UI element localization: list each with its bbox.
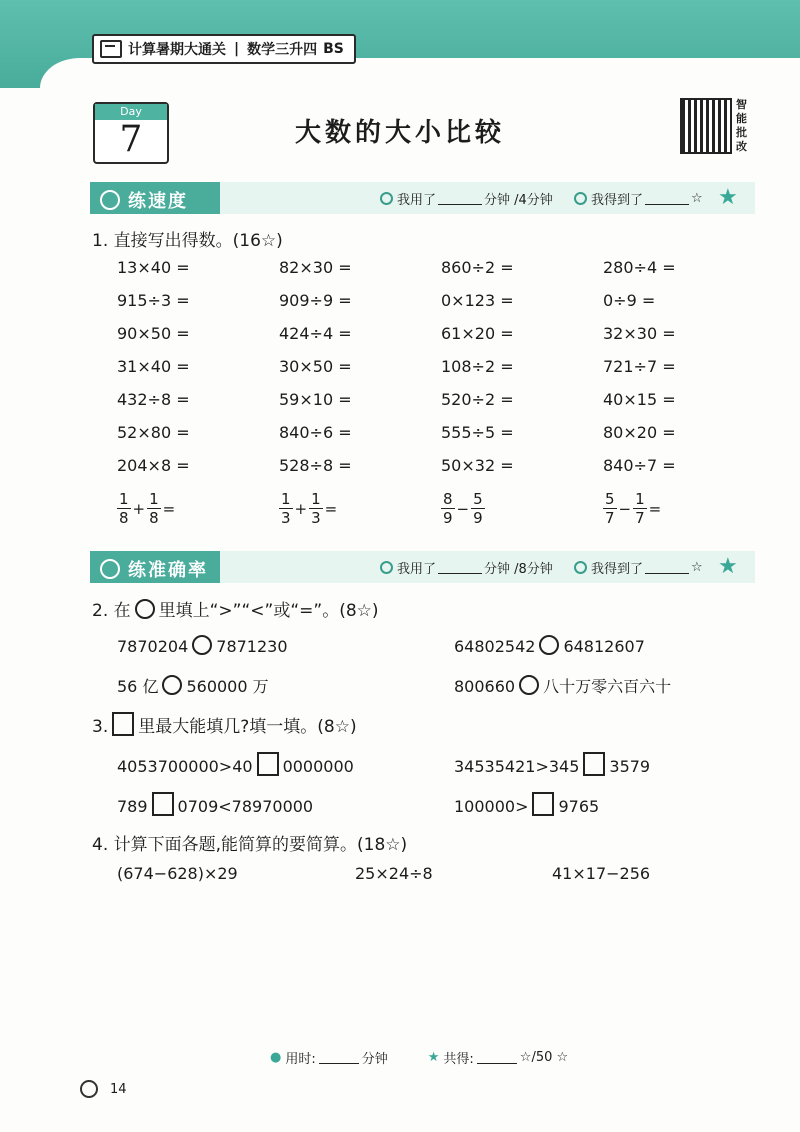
section-speed-bar <box>90 182 755 214</box>
q1-cell: 860÷2 = <box>441 258 514 277</box>
q4-item: 25×24÷8 <box>355 864 433 883</box>
q1-cell: 0÷9 = <box>603 291 656 310</box>
q1-cell: 13×40 = <box>117 258 190 277</box>
section-speed-title: 练速度 <box>100 187 188 213</box>
q1-cell: 840÷6 = <box>279 423 352 442</box>
compare-circle[interactable] <box>162 675 182 695</box>
q1-cell: 0×123 = <box>441 291 514 310</box>
star-icon: ★ <box>718 185 738 210</box>
q3-item: 4053700000>40 0000000 <box>117 752 354 776</box>
q1-cell: 909÷9 = <box>279 291 352 310</box>
book-title: 计算暑期大通关 <box>128 42 226 58</box>
compare-circle[interactable] <box>519 675 539 695</box>
q1-fraction: $\frac{8}{9}$ − $\frac{5}{9}$ <box>443 490 483 527</box>
page-title: 大数的大小比较 <box>294 118 505 148</box>
total-score-blank[interactable] <box>477 1051 517 1064</box>
edition-label: BS <box>323 41 344 57</box>
time-blank[interactable] <box>438 192 482 205</box>
square-icon <box>112 712 134 736</box>
qr-label: 智能批改 <box>736 98 747 153</box>
section-accuracy-bar <box>90 551 755 583</box>
q1-cell: 31×40 = <box>117 357 190 376</box>
q1-cell: 30×50 = <box>279 357 352 376</box>
q1-cell: 82×30 = <box>279 258 352 277</box>
q1-cell: 40×15 = <box>603 390 676 409</box>
digit-box[interactable] <box>257 752 279 776</box>
q2-item: 56 亿 560000 万 <box>117 677 269 696</box>
circle-icon <box>135 599 155 619</box>
star-icon: ★ <box>427 1050 440 1065</box>
time-blank[interactable] <box>438 561 482 574</box>
day-number: 7 <box>119 119 143 160</box>
footer-summary: ● 用时: 分钟 ★ 共得: ☆/50 ☆ <box>270 1050 569 1067</box>
q2-item: 64802542 64812607 <box>454 637 645 656</box>
score-blank[interactable] <box>645 561 689 574</box>
compare-circle[interactable] <box>192 635 212 655</box>
compare-circle[interactable] <box>539 635 559 655</box>
digit-box[interactable] <box>583 752 605 776</box>
page-number: 14 <box>80 1080 127 1098</box>
q1-cell: 721÷7 = <box>603 357 676 376</box>
grade-label: 数学三升四 <box>247 42 318 58</box>
q4-item: 41×17−256 <box>552 864 651 883</box>
clock-icon <box>380 192 393 205</box>
stopwatch-icon <box>100 190 120 210</box>
q3-item: 789 0709<78970000 <box>117 792 313 816</box>
book-header: 计算暑期大通关 | 数学三升四 BS <box>92 34 356 64</box>
check-icon <box>574 561 587 574</box>
q2-item: 800660 八十万零六百六十 <box>454 677 672 696</box>
q1-cell: 520÷2 = <box>441 390 514 409</box>
q1-cell: 61×20 = <box>441 324 514 343</box>
q1-title: 1. 直接写出得数。(16☆) <box>92 231 283 251</box>
q1-cell: 108÷2 = <box>441 357 514 376</box>
star-icon: ★ <box>718 554 738 579</box>
digit-box[interactable] <box>532 792 554 816</box>
sun-icon <box>80 1080 98 1098</box>
digit-box[interactable] <box>152 792 174 816</box>
q1-cell: 52×80 = <box>117 423 190 442</box>
q1-cell: 915÷3 = <box>117 291 190 310</box>
time-used: 我用了 分钟 /4分钟 <box>380 189 553 208</box>
q3-title: 3. 里最大能填几?填一填。(8☆) <box>92 712 357 737</box>
clock-icon: ● <box>270 1050 282 1065</box>
q1-cell: 840÷7 = <box>603 456 676 475</box>
q1-cell: 280÷4 = <box>603 258 676 277</box>
score-earned: 我得到了 ☆ <box>574 189 703 208</box>
day-label: Day <box>95 104 167 120</box>
score-earned: 我得到了 ☆ <box>574 558 703 577</box>
q1-cell: 432÷8 = <box>117 390 190 409</box>
q3-item: 100000> 9765 <box>454 792 599 816</box>
q4-item: (674−628)×29 <box>117 864 238 883</box>
score-blank[interactable] <box>645 192 689 205</box>
total-time-blank[interactable] <box>319 1051 359 1064</box>
q1-cell: 59×10 = <box>279 390 352 409</box>
q1-cell: 50×32 = <box>441 456 514 475</box>
q1-cell: 555÷5 = <box>441 423 514 442</box>
time-used: 我用了 分钟 /8分钟 <box>380 558 553 577</box>
q2-item: 7870204 7871230 <box>117 637 288 656</box>
q3-item: 34535421>345 3579 <box>454 752 650 776</box>
clock-icon <box>380 561 393 574</box>
q2-title: 2. 在 里填上“>”“<”或“=”。(8☆) <box>92 601 379 621</box>
q1-cell: 90×50 = <box>117 324 190 343</box>
q4-title: 4. 计算下面各题,能简算的要简算。(18☆) <box>92 835 408 855</box>
q1-cell: 204×8 = <box>117 456 190 475</box>
q1-cell: 528÷8 = <box>279 456 352 475</box>
section-accuracy-title: 练准确率 <box>100 556 208 582</box>
q1-fraction: $\frac{1}{3}$ + $\frac{1}{3}$ = <box>281 490 338 527</box>
qr-code-icon[interactable] <box>680 98 732 154</box>
q1-cell: 424÷4 = <box>279 324 352 343</box>
check-icon <box>574 192 587 205</box>
target-icon <box>100 559 120 579</box>
q1-fraction: $\frac{5}{7}$ − $\frac{1}{7}$ = <box>605 490 662 527</box>
q1-cell: 80×20 = <box>603 423 676 442</box>
q1-fraction: $\frac{1}{8}$ + $\frac{1}{8}$ = <box>119 490 176 527</box>
q1-cell: 32×30 = <box>603 324 676 343</box>
book-icon <box>100 40 122 58</box>
